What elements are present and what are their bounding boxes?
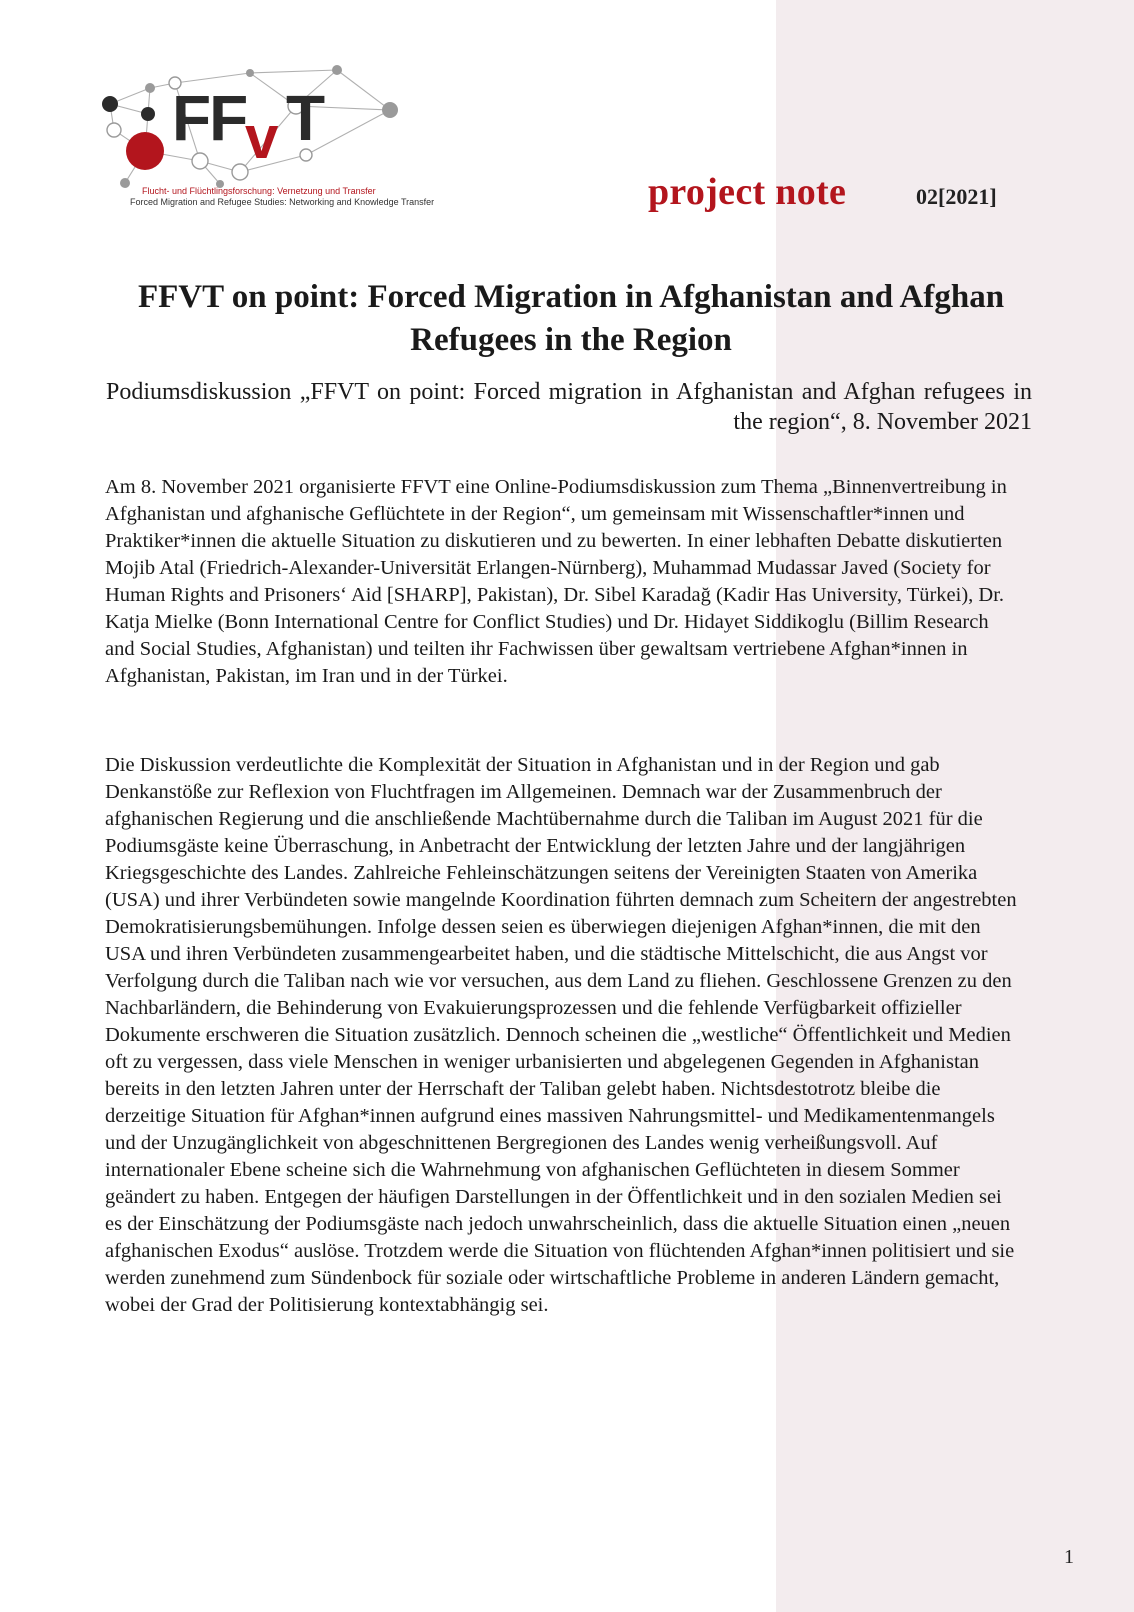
series-label: project note [648,171,847,213]
network-logo-graphic [100,58,445,188]
logo-wordmark-left: FF [172,82,247,154]
logo-wordmark-v: v [245,104,279,171]
body-paragraph-1: Am 8. November 2021 organisierte FFVT eine Online-Podiumsdiskussion zum Thema „Binnenvertreibung in Afghanistan und afghanische Geflüchtete in der Region“, um gemeinsam mit Wissenschaftler*innen und Praktiker*innen die aktuelle Situation zu diskutieren und zu bewerten. In einer lebhaften Debatte diskutierten Mojib Atal (Friedrich-Alexander-Universität Erlangen-Nürnberg), Muhammad Mudassar Javed (Society for Human Rights and Prisoners‘ Aid [SHARP], Pakistan), Dr. Sibel Karadağ (Kadir Has University, Türkei), Dr. Katja Mielke (Bonn International Centre for Conflict Studies) und Dr. Hidayet Siddikoglu (Billim Research and Social Studies, Afghanistan) und teilten ihr Fachwissen über gewaltsam vertriebene Afghan*innen in Afghanistan, Pakistan, im Iran und in der Türkei. [105,476,1007,687]
page-number: 1 [1064,1546,1074,1568]
ffvt-logo [100,58,445,208]
page-subtitle: Podiumsdiskussion „FFVT on point: Forced migration in Afghanistan and Afghan refugees in the region“, 8. November 2021 [106,379,1032,435]
page-title: FFVT on point: Forced Migration in Afghanistan and Afghan Refugees in the Region [137,279,1005,358]
logo-subtitle-de: Flucht- und Flüchtlingsforschung: Vernetzung und Transfer [142,186,376,196]
issue-number: 02[2021] [916,184,997,209]
body-paragraph-2: Die Diskussion verdeutlichte die Komplexität der Situation in Afghanistan und in der Region und gab Denkanstöße zur Reflexion von Fluchtfragen im Allgemeinen. Demnach war der Zusammenbruch der afghanischen Regierung und die anschließende Machtübernahme durch die Taliban im August 2021 für die Podiumsgäste keine Überraschung, in Anbetracht der Entwicklung der letzten Jahre und der langjährigen Kriegsgeschichte des Landes. Zahlreiche Fehleinschätzungen seitens der Vereinigten Staaten von Amerika (USA) und ihrer Verbündeten sowie mangelnde Koordination führten demnach zum Scheitern der angestrebten Demokratisierungsbemühungen. Infolge dessen seien es überwiegen diejenigen Afghan*innen, die mit den USA und ihren Verbündeten zusammengearbeitet haben, und die städtische Mittelschicht, die aus Angst vor Verfolgung durch die Taliban nach wie vor versuchen, aus dem Land zu fliehen. Geschlossene Grenzen zu den Nachbarländern, die Behinderung von Evakuierungsprozessen und die fehlende Verfügbarkeit offizieller Dokumente erschweren die Situation zusätzlich. Dennoch scheinen die „westliche“ Öffentlichkeit und Medien oft zu vergessen, dass viele Menschen in weniger urbanisierten und abgelegenen Gegenden in Afghanistan bereits in den letzten Jahren unter der Herrschaft der Taliban gelebt haben. Nichtsdestotrotz bleibe die derzeitige Situation für Afghan*innen aufgrund eines massiven Nahrungsmittel- und Medikamentenmangels und der Unzugänglichkeit von abgeschnittenen Bergregionen des Landes wenig verheißungsvoll. Auf internationaler Ebene scheine sich die Wahrnehmung von afghanischen Geflüchteten in diesem Sommer geändert zu haben. Entgegen der häufigen Darstellungen in der Öffentlichkeit und in den sozialen Medien sei es der Einschätzung der Podiumsgäste nach jedoch unwahrscheinlich, dass die aktuelle Situation einen „neuen afghanischen Exodus“ auslöse. Trotzdem werde die Situation von flüchtenden Afghan*innen politisiert und sie werden zunehmend zum Sündenbock für soziale oder wirtschaftliche Probleme in anderen Ländern gemacht, wobei der Grad der Politisierung kontextabhängig sei. [105,754,1017,1316]
logo-subtitle-en: Forced Migration and Refugee Studies: Networking and Knowledge Transfer [130,197,435,207]
logo-wordmark-right: T [286,82,326,154]
